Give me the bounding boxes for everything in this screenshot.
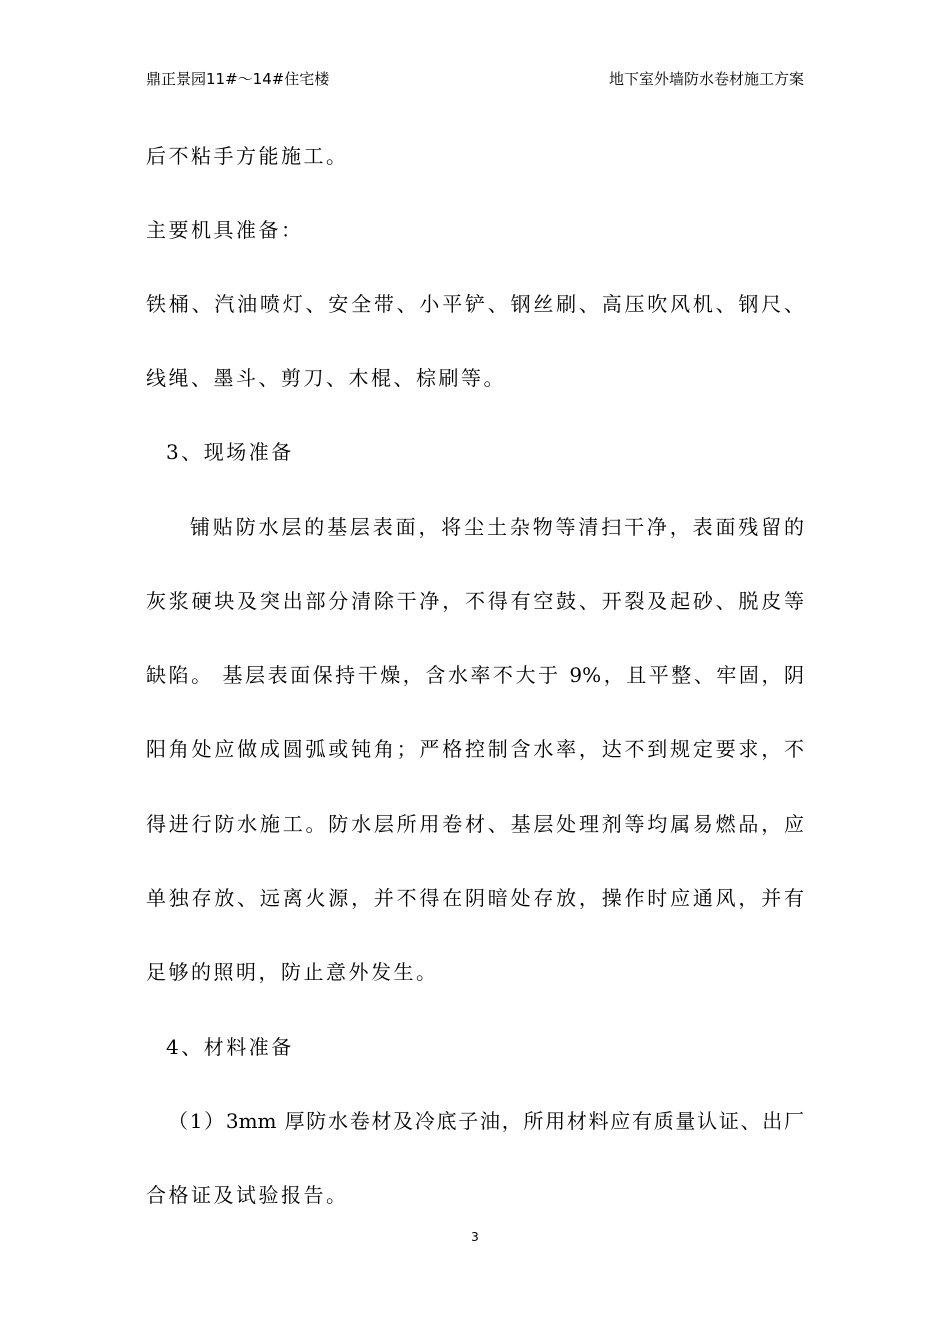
paragraph-line: 足够的照明，防止意外发生。 (146, 960, 439, 984)
page-header (146, 68, 804, 92)
section-heading: 4、材料准备 (166, 1035, 294, 1059)
paragraph-line: 主要机具准备： (146, 218, 304, 242)
paragraph-line: 阳角处应做成圆弧或钝角；严格控制含水率，达不到规定要求，不 (146, 737, 804, 761)
paragraph-line: 灰浆硬块及突出部分清除干净，不得有空鼓、开裂及起砂、脱皮等 (146, 589, 804, 613)
paragraph-line: 线绳、墨斗、剪刀、木棍、棕刷等。 (146, 366, 506, 390)
page-number: 3 (471, 1230, 479, 1244)
paragraph-line: 合格证及试验报告。 (146, 1183, 349, 1207)
paragraph-line: 铺贴防水层的基层表面，将尘土杂物等清扫干净，表面残留的 (190, 515, 804, 539)
header-document-title: 地下室外墙防水卷材施工方案 (608, 70, 804, 88)
paragraph-line: （1）3mm 厚防水卷材及冷底子油，所用材料应有质量认证、出厂 (168, 1109, 804, 1133)
paragraph-line: 单独存放、远离火源，并不得在阴暗处存放，操作时应通风，并有 (146, 886, 804, 910)
paragraph-line: 铁桶、汽油喷灯、安全带、小平铲、钢丝刷、高压吹风机、钢尺、 (146, 292, 804, 316)
paragraph-line: 缺陷。 基层表面保持干燥，含水率不大于 9%，且平整、牢固，阴 (146, 663, 804, 687)
paragraph-line: 得进行防水施工。防水层所用卷材、基层处理剂等均属易燃品，应 (146, 812, 804, 836)
header-project-name: 鼎正景园11#～14#住宅楼 (146, 70, 330, 88)
paragraph-line: 后不粘手方能施工。 (146, 144, 349, 168)
section-heading: 3、现场准备 (166, 440, 294, 464)
